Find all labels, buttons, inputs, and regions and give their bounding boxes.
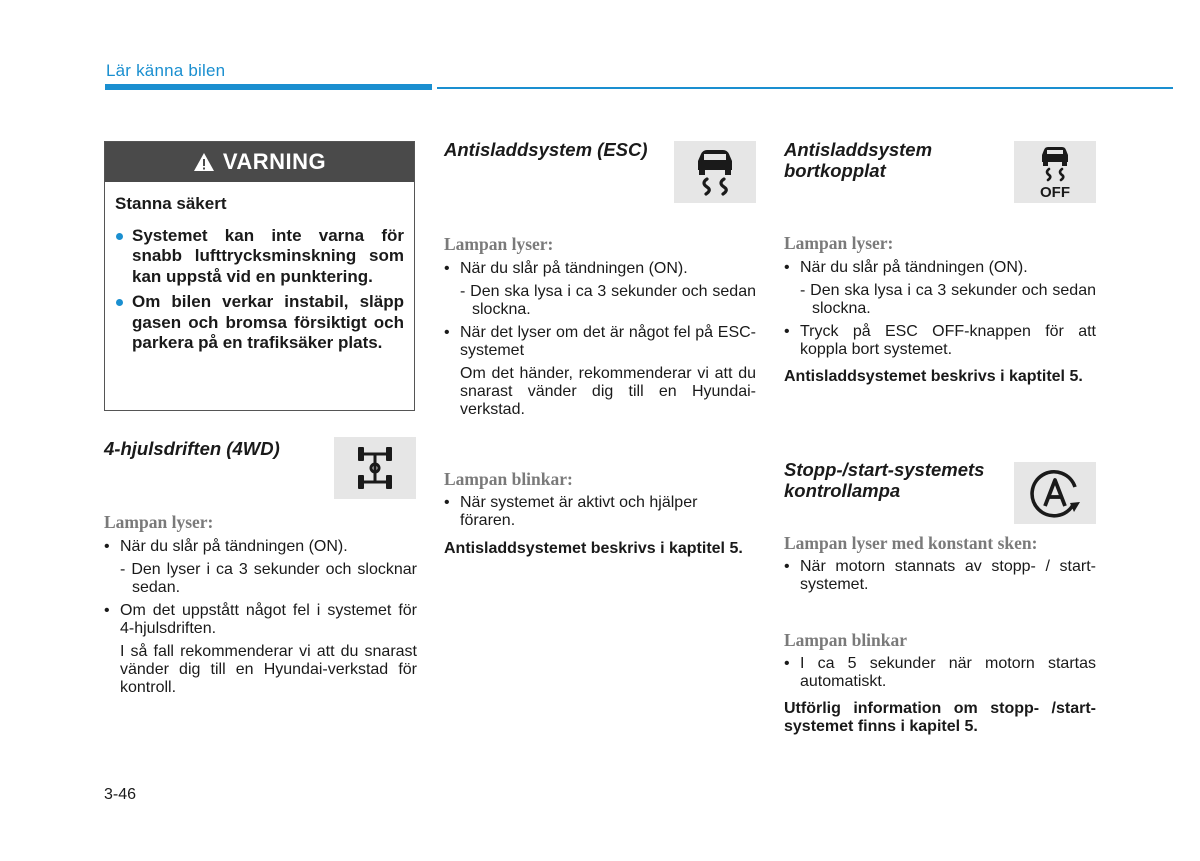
stop-start-title-line: Stopp-/start-systemets [784, 459, 985, 480]
esc-off-label-on: Lampan lyser: [784, 233, 894, 253]
esc-off-reference: Antisladdsystemet beskrivs i kaptitel 5. [784, 368, 1083, 385]
stop-start-label-blink: Lampan blinkar [784, 630, 908, 650]
stop-start-text-blink [784, 655, 1096, 736]
esc-off-bullet: • Tryck på ESC OFF-knappen för att koppla bort systemet. [784, 323, 1096, 359]
awd-bullet: • Om det uppstått något fel i systemet för 4-hjulsdriften. [104, 602, 417, 638]
warning-body [105, 182, 414, 354]
stop-start-bullet: • När motorn stannats av stopp- / start-systemet. [784, 558, 1096, 594]
warning-header [105, 142, 414, 182]
esc-off-title-line: bortkopplat [784, 160, 886, 181]
esc-off-bullet: • När du slår på tändningen (ON). [784, 259, 1096, 277]
esc-dash: - Den ska lysa i ca 3 sekunder och sedan slockna. [460, 283, 756, 318]
stop-start-icon-box [1014, 462, 1096, 524]
esc-title: Antisladdsystem (ESC) [444, 139, 648, 160]
esc-bullet: • När systemet är aktivt och hjälper föraren. [444, 494, 756, 530]
page-number: 3-46 [104, 786, 137, 803]
esc-label-on: Lampan lyser: [444, 234, 554, 254]
esc-off-title [784, 139, 932, 181]
awd-label-on: Lampan lyser: [104, 512, 214, 532]
esc-bullet: • När det lyser om det är något fel på ESC-systemet [444, 324, 756, 360]
esc-note: Om det händer, rekommenderar vi att du snarast vänder dig till en Hyundai-verkstad. [460, 365, 756, 418]
warning-item: Om bilen verkar instabil, släpp gasen och bromsa försiktigt och parkera på en trafiksäker plats. [115, 292, 404, 354]
warning-subheading: Stanna säkert [115, 194, 227, 213]
section-header-title: Lär känna bilen [106, 61, 226, 80]
warning-list [115, 226, 404, 354]
esc-text [444, 260, 756, 419]
warning-box [104, 141, 415, 411]
header-rule [437, 87, 1173, 89]
esc-off-icon-box [1014, 141, 1096, 203]
awd-note: I så fall rekommenderar vi att du snarast vänder dig till en Hyundai-verkstad för kontroll. [120, 643, 417, 696]
auto-stop-indicator-icon [1027, 465, 1083, 521]
esc-text-blink [444, 494, 756, 558]
awd-dash: - Den lyser i ca 3 sekunder och slocknar sedan. [120, 561, 417, 596]
stop-start-bullet: • I ca 5 sekunder när motorn startas automatiskt. [784, 655, 1096, 691]
stop-start-title [784, 459, 984, 501]
warning-item: Systemet kan inte varna för snabb lufttrycksminskning som kan uppstå vid en punktering. [115, 226, 404, 288]
stop-start-label-on: Lampan lyser med konstant sken: [784, 533, 1038, 553]
awd-title: 4-hjulsdriften (4WD) [104, 438, 280, 459]
warning-heading: VARNING [222, 149, 327, 174]
esc-label-blink: Lampan blinkar: [444, 469, 573, 489]
header-bar-accent [105, 84, 432, 90]
esc-bullet: • När du slår på tändningen (ON). [444, 260, 756, 278]
esc-reference: Antisladdsystemet beskrivs i kaptitel 5. [444, 540, 743, 557]
esc-indicator-icon [693, 148, 737, 196]
esc-off-text [784, 259, 1096, 386]
esc-off-dash: - Den ska lysa i ca 3 sekunder och sedan slockna. [800, 282, 1096, 317]
warning-triangle-icon [193, 152, 215, 172]
esc-icon-box [674, 141, 756, 203]
awd-icon-box [334, 437, 416, 499]
stop-start-title-line: kontrollampa [784, 480, 901, 501]
esc-off-indicator-icon [1033, 145, 1077, 199]
4wd-indicator-icon [355, 445, 395, 491]
stop-start-text [784, 558, 1096, 594]
esc-off-title-line: Antisladdsystem [784, 139, 933, 160]
stop-start-reference: Utförlig information om stopp- /start-systemet finns i kapitel 5. [784, 700, 1096, 735]
esc-off-icon-text: OFF [1040, 184, 1070, 199]
awd-text [104, 538, 417, 697]
awd-bullet: • När du slår på tändningen (ON). [104, 538, 417, 556]
